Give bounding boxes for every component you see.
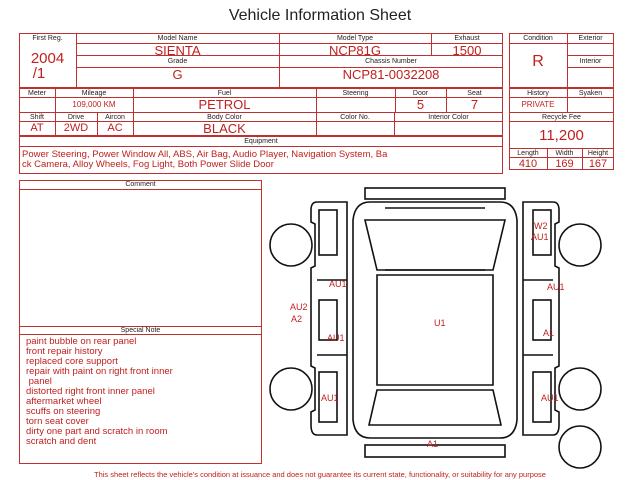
chassis-number-value: NCP81-0032208 <box>342 67 440 82</box>
shift-value: AT <box>30 122 44 134</box>
door-label: Door <box>412 90 429 97</box>
fuel-label: Fuel <box>217 90 232 97</box>
width-value: 169 <box>555 158 574 170</box>
spare-wheel <box>559 426 601 468</box>
interior-label: Interior <box>579 58 602 65</box>
model-type-label: Model Type <box>336 35 374 42</box>
syaken-label: Syaken <box>578 90 603 97</box>
special-notes-list <box>26 337 260 447</box>
height-value: 167 <box>588 158 608 170</box>
damage-mark-au1: AU1 <box>541 393 559 403</box>
steering-label: Steering <box>342 90 369 97</box>
seat-label: Seat <box>467 90 482 97</box>
list-item: repair with paint on right front inner <box>26 366 173 377</box>
damage-mark-a1: A1 <box>427 439 439 449</box>
exhaust-label: Exhaust <box>454 35 480 42</box>
equipment-line-2: ck Camera, Alloy Wheels, Fog Light, Both Power Slide Door <box>22 159 274 170</box>
list-item: aftermarket wheel <box>26 396 102 407</box>
meter-label: Meter <box>28 90 46 97</box>
damage-mark-au1: AU1 <box>327 333 345 343</box>
wheel-front-right <box>559 224 601 266</box>
wheel-rear-right <box>559 368 601 410</box>
door-value: 5 <box>416 97 425 112</box>
list-item: front repair history <box>26 346 103 357</box>
height-label: Height <box>587 150 609 157</box>
damage-mark-au1: AU1 <box>531 232 549 242</box>
width-label: Width <box>555 150 574 157</box>
history-value: PRIVATE <box>521 100 555 109</box>
wheel-rear-left <box>270 368 312 410</box>
list-item: torn seat cover <box>26 416 89 427</box>
list-item: dirty one part and scratch in room <box>26 426 168 437</box>
wheel-front-left <box>270 224 312 266</box>
recycle-fee-label: Recycle Fee <box>542 114 581 121</box>
damage-mark-u1: U1 <box>434 318 446 328</box>
chassis-number-label: Chassis Number <box>365 58 417 65</box>
recycle-fee-value: 11,200 <box>539 127 584 144</box>
sheet-title: Vehicle Information Sheet <box>228 7 412 24</box>
damage-mark-w2: W2 <box>534 221 548 231</box>
list-item: replaced core support <box>26 356 118 367</box>
exterior-label: Exterior <box>578 35 603 42</box>
comment-label: Comment <box>125 181 156 188</box>
model-name-label: Model Name <box>157 35 198 42</box>
mileage-value: 109,000 KM <box>72 100 116 109</box>
front-bumper <box>365 188 505 199</box>
special-note-label: Special Note <box>120 327 161 334</box>
interior-color-label: Interior Color <box>428 114 469 121</box>
condition-value: R <box>532 53 544 70</box>
damage-mark-a2: A2 <box>291 314 303 324</box>
condition-label: Condition <box>523 35 553 42</box>
first-reg-year: 2004 <box>30 50 65 67</box>
list-item: scratch and dent <box>26 436 97 447</box>
damage-mark-au1: AU1 <box>547 282 565 292</box>
grade-label: Grade <box>167 58 188 65</box>
list-item: paint bubble on rear panel <box>26 336 137 347</box>
exhaust-value: 1500 <box>452 43 482 58</box>
damage-mark-au2: AU2 <box>290 302 308 312</box>
damage-mark-a1: A1 <box>543 328 555 338</box>
length-label: Length <box>517 150 539 157</box>
list-item: panel <box>26 376 52 387</box>
list-item: scuffs on steering <box>26 406 101 417</box>
seat-value: 7 <box>470 97 479 112</box>
first-reg-label: First Reg. <box>32 35 63 42</box>
drive-label: Drive <box>67 114 85 121</box>
aircon-value: AC <box>107 122 123 134</box>
color-no-label: Color No. <box>340 114 370 121</box>
first-reg-month: /1 <box>32 65 46 82</box>
drive-value: 2WD <box>63 122 89 134</box>
shift-label: Shift <box>29 114 44 121</box>
damage-mark-au1: AU1 <box>329 279 347 289</box>
damage-mark-au1: AU1 <box>321 393 339 403</box>
fuel-value: PETROL <box>198 97 251 112</box>
list-item: distorted right front inner panel <box>26 386 155 397</box>
grade-value: G <box>172 67 183 82</box>
disclaimer-footer: This sheet reflects the vehicle's condition at issuance and does not guarantee its current state, functionality, or suitability for any purpose <box>94 470 546 479</box>
body-color-value: BLACK <box>203 121 246 136</box>
body-color-label: Body Color <box>207 114 242 121</box>
equipment-line-1: Power Steering, Power Window All, ABS, Air Bag, Audio Player, Navigation System, Ba <box>22 149 388 160</box>
length-value: 410 <box>518 158 538 170</box>
equipment-label: Equipment <box>244 138 278 145</box>
model-name-value: SIENTA <box>154 43 201 58</box>
mileage-label: Mileage <box>81 90 107 97</box>
model-type-value: NCP81G <box>328 43 382 58</box>
aircon-label: Aircon <box>105 114 125 121</box>
history-label: History <box>527 90 549 97</box>
